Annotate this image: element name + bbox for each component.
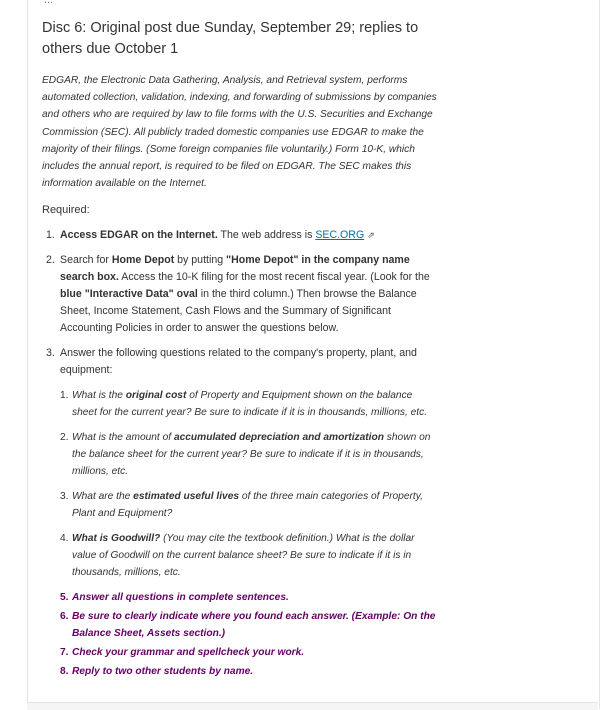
questions-list [60,387,436,680]
list-item: 6. Be sure to clearly indicate where you found each answer. (Example: On the Balance Sheet, Assets section.) [60,611,436,639]
list-item: 7. Check your grammar and spellcheck your work. [60,647,305,658]
external-link-icon: ⇗ [367,230,375,240]
list-item: 1. What is the original cost of Property and Equipment shown on the balance sheet for the current year? Be sure to indicate if it is in thousands, millions, etc. [60,390,428,418]
list-item: 2. What is the amount of accumulated depreciation and amortization shown on the balance sheet for the current year? Be sure to indicate if it is in thousands, millions, etc. [60,432,431,477]
list-item: 1. Access EDGAR on the Internet. The web address is SEC.ORG ⇗ [46,229,375,241]
truncated-heading: ... [44,0,54,6]
required-label: Required: [42,204,90,216]
discussion-panel [27,0,600,709]
list-item: 4. What is Goodwill? (You may cite the textbook definition.) What is the dollar value of Goodwill on the current balance sheet? Be sure to indicate if it is in thousands, millions, etc. [60,533,415,578]
intro-paragraph: EDGAR, the Electronic Data Gathering, Analysis, and Retrieval system, performs automated collection, validation, indexing, and forwarding of submissions by companies and others who are required by law to file forms with the U.S. Securities and Exchange Commission (SEC). All publicly traded domestic companies use EDGAR to make the majority of their filings. (Some foreign companies file voluntarily.) Form 10-K, which includes the annual report, is required to be filed on EDGAR. The SEC makes this information available on the Internet. [42,75,437,190]
instructions-list [46,227,436,688]
list-item: 3. What are the estimated useful lives of the three main categories of Property, Plant and Equipment? [60,491,423,519]
sec-org-link[interactable]: SEC.ORG [315,229,365,241]
list-item: 3. Answer the following questions related to the company's property, plant, and equipment: 1. What is the original cost of Property and Equipment shown on the balance sheet for the current year? Be sure to indicate if it is in thousands, millions, etc. 2. What is the amount of accumulated depreciation and amortization shown on the balance sheet for the current year? Be sure to indicate if it is in thousands, millions, etc. 3. What are the estimated useful lives of the three main categories of Property, Plant and Equipment? 4. What is Goodwill? (You may cite the textbook definition.) What is the dollar value of Goodwill on the current balance sheet? Be sure to indicate if it is in thousands, millions, etc. 5. Answer all questions in complete sentences. 6. Be sure to clearly indicate where you found each answer. (Example: On the Balance Sheet, Assets section.) 7. Check your grammar and spellcheck your work. 8. Reply to two other students by name. [46,345,436,680]
list-item: 2. Search for Home Depot by putting "Home Depot" in the company name search box. Access the 10-K filing for the most recent fiscal year. (Look for the blue "Interactive Data" oval in the third column.) Then browse the Balance Sheet, Income Statement, Cash Flows and the Summary of Significant Accounting Policies in order to answer the questions below. [46,254,430,334]
page-title: Disc 6: Original post due Sunday, September 29; replies to others due October 1 [42,20,419,57]
list-item: 8. Reply to two other students by name. [60,666,254,677]
list-item: 5. Answer all questions in complete sentences. [60,592,289,603]
